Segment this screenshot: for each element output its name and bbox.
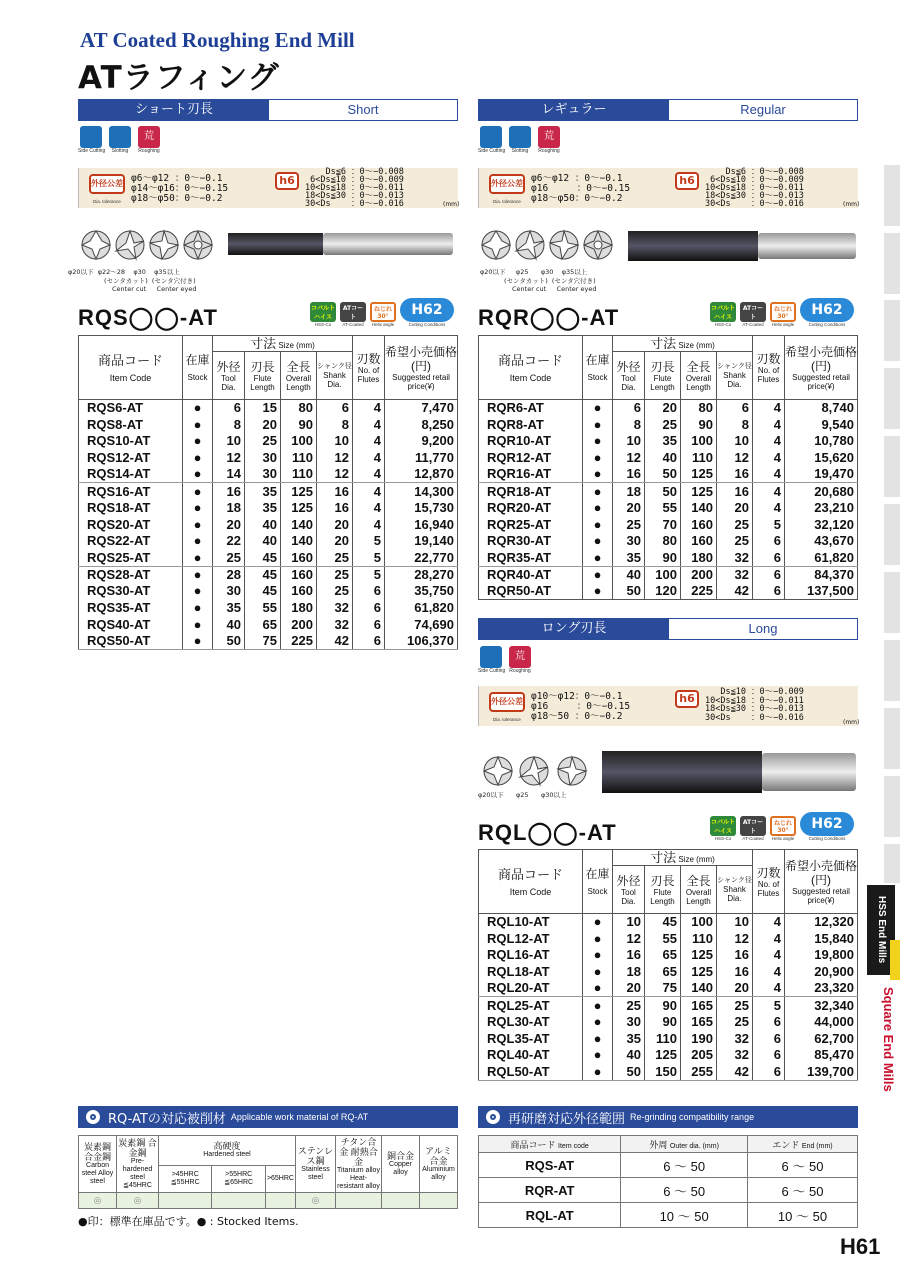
section-en: Long (669, 619, 857, 639)
shank-tolerance: Ds≦6 ：0〜−0.008 6<Ds≦10 ：0〜−0.009 10<Ds≦18 ：0〜−0.011 18<Ds≦30 ：0〜−0.013 30<Ds ：0〜−0.016 (305, 167, 404, 209)
section-jp: ロング刃長 (479, 619, 669, 639)
hss-co-icon: コバルトハイス (710, 816, 736, 836)
material-mark: ◎ (117, 1193, 159, 1209)
table-row: RQS25-AT ● 25 45 160 25 5 22,770 (79, 550, 458, 567)
tolerance-box: 外径公差 Dia. tolerance φ6〜φ12 ：0〜−0.1 φ14〜φ16：0〜−0.15 φ18〜φ50：0〜−0.2 h6 Ds≦6 ：0〜−0.008 6<Ds≦10 ：0〜−0.009 10<Ds≦18 ：0〜−0.011 18<Ds≦30 ：0〜−0.013 30<Ds ：0〜−0.016 (mm) (78, 168, 458, 208)
section-regular-header (478, 99, 858, 121)
table-row: RQR6-AT ● 6 20 80 6 4 8,740 (479, 400, 858, 417)
feature-badges: コバルトハイス HSS-Co ATコート AT-Coated ねじれ30° Helix angle H62 Cutting Conditions (710, 812, 854, 841)
helix-icon: ねじれ30° (770, 302, 796, 322)
material-mark (265, 1193, 295, 1209)
material-mark: ◎ (79, 1193, 117, 1209)
table-row: RQS16-AT ● 16 35 125 16 4 14,300 (79, 483, 458, 500)
table-row: RQR20-AT ● 20 55 140 20 4 23,210 (479, 500, 858, 517)
side-marker (884, 572, 900, 634)
table-row: RQR40-AT ● 40 100 200 32 6 84,370 (479, 566, 858, 583)
regrind-header: 再研磨対応外径範囲 Re-grinding compatibility range (478, 1106, 858, 1128)
table-row: RQS50-AT ● 50 75 225 42 6 106,370 (79, 633, 458, 650)
side-marker (884, 165, 900, 227)
shank-tolerance: Ds≦10 ：0〜−0.009 10<Ds≦18 ：0〜−0.011 18<Ds≦30 ：0〜−0.013 30<Ds ：0〜−0.016 (705, 687, 804, 723)
h6-badge: h6 (275, 172, 299, 190)
material-mark (336, 1193, 382, 1209)
materials-header: RQ-ATの対応被削材 Applicable work material of RQ-AT (78, 1106, 458, 1128)
table-row: RQS30-AT ● 30 45 160 25 6 35,750 (79, 583, 458, 600)
materials-table: 炭素鋼 合金鋼 Carbon steel Alloy steel 炭素鋼 合金鋼 Pre-hardened steel ≦45HRC 高硬度 Hardened steel ステンレス鋼 Stainless steel チタン合金 耐熱合金 Titanium alloy Heat-resistant alloy 銅合金 Copper alloy アルミ合金 Aluminium alloy >45HRC ≦55HRC >55HRC ≦65HRC >65HRC ◎ ◎ ◎ (78, 1135, 458, 1209)
roughing-icon: 荒 (138, 126, 160, 148)
rql-table: 商品コード Item Code 在庫 Stock 寸法 Size (mm) 刃数 No. of Flutes 希望小売価格(円) Suggested retail price(¥) 外径 Tool Dia. 刃長 Flute Length 全長 Overall Length シャンク径 Shank Dia. RQL10-AT ● 10 45 100 10 4 12,320 RQL12-AT ● 12 55 110 12 4 15,840 RQL16-AT ● 16 65 125 16 4 19,800 RQL18-AT ● 18 65 125 16 4 20,900 RQL20-AT ● 20 75 140 20 4 23,320 RQL25-AT ● 25 90 165 25 5 32,340 RQL30-AT ● 30 90 165 25 6 44,000 RQL35-AT ● 35 110 190 32 6 62,700 RQL40-AT ● 40 125 205 32 6 85,470 RQL50-AT ● 50 150 255 42 6 139,700 (478, 849, 858, 1081)
stock-note: ●印：標準在庫品です。● : Stocked Items. (78, 1215, 299, 1228)
hss-co-icon: コバルトハイス (310, 302, 336, 322)
table-row: RQR30-AT ● 30 80 160 25 6 43,670 (479, 533, 858, 550)
table-row: RQR18-AT ● 18 50 125 16 4 20,680 (479, 483, 858, 500)
side-marker (884, 436, 900, 498)
rqr-table: 商品コード Item Code 在庫 Stock 寸法 Size (mm) 刃数 No. of Flutes 希望小売価格(円) Suggested retail price(¥) 外径 Tool Dia. 刃長 Flute Length 全長 Overall Length シャンク径 Shank Dia. RQR6-AT ● 6 20 80 6 4 8,740 RQR8-AT ● 8 25 90 8 4 9,540 RQR10-AT ● 10 35 100 10 4 10,780 RQR12-AT ● 12 40 110 12 4 15,620 RQR16-AT ● 16 50 125 16 4 19,470 RQR18-AT ● 18 50 125 16 4 20,680 RQR20-AT ● 20 55 140 20 4 23,210 RQR25-AT ● 25 70 160 25 5 32,120 RQR30-AT ● 30 80 160 25 6 43,670 RQR35-AT ● 35 90 180 32 6 61,820 RQR40-AT ● 40 100 200 32 6 84,370 RQR50-AT ● 50 120 225 42 6 137,500 (478, 335, 858, 600)
side-cutting-icon (480, 126, 502, 148)
table-row: RQS18-AT ● 18 35 125 16 4 15,730 (79, 500, 458, 517)
section-long-header (478, 618, 858, 640)
application-icons: Side Cutting Slotting 荒 Roughing (78, 126, 162, 154)
roughing-icon: 荒 (538, 126, 560, 148)
table-row: RQS35-AT ● 35 55 180 32 6 61,820 (79, 600, 458, 617)
table-row: RQL30-AT ● 30 90 165 25 6 44,000 (479, 1014, 858, 1031)
table-row: RQS22-AT ● 22 40 140 20 5 19,140 (79, 533, 458, 550)
feature-badges: コバルトハイス HSS-Co ATコート AT-Coated ねじれ30° Helix angle H62 Cutting Conditions (310, 298, 454, 327)
side-marker (884, 776, 900, 838)
tolerance-box: 外径公差 Dia. tolerance φ10〜φ12：0〜−0.1 φ16 ：0〜−0.15 φ18〜50 ：0〜−0.2 h6 Ds≦10 ：0〜−0.009 10<Ds≦18 ：0〜−0.011 18<Ds≦30 ：0〜−0.013 30<Ds ：0〜−0.016 (mm) (478, 686, 858, 726)
at-coated-icon: ATコート (340, 302, 366, 322)
tolerance-box: 外径公差 Dia. tolerance φ6〜φ12 ：0〜−0.1 φ16 ：0〜−0.15 φ18〜φ50：0〜−0.2 h6 Ds≦6 ：0〜−0.008 6<Ds≦10 ：0〜−0.009 10<Ds≦18 ：0〜−0.011 18<Ds≦30 ：0〜−0.013 30<Ds ：0〜−0.016 (mm) (478, 168, 858, 208)
table-row: RQL18-AT ● 18 65 125 16 4 20,900 (479, 964, 858, 981)
slotting-icon (109, 126, 131, 148)
side-marker (884, 504, 900, 566)
table-row: RQR50-AT ● 50 120 225 42 6 137,500 (479, 583, 858, 600)
table-row: RQS40-AT ● 40 65 200 32 6 74,690 (79, 616, 458, 633)
feature-badges: コバルトハイス HSS-Co ATコート AT-Coated ねじれ30° Helix angle H62 Cutting Conditions (710, 298, 854, 327)
side-tab-square: Square End Mills (881, 987, 896, 1092)
title-en: AT Coated Roughing End Mill (80, 28, 355, 52)
table-row: RQL12-AT ● 12 55 110 12 4 15,840 (479, 930, 858, 947)
table-row: RQL16-AT ● 16 65 125 16 4 19,800 (479, 947, 858, 964)
at-coated-icon: ATコート (740, 816, 766, 836)
h62-icon: H62 (400, 298, 454, 322)
table-row: RQR16-AT ● 16 50 125 16 4 19,470 (479, 466, 858, 483)
od-tolerance: φ6〜φ12 ：0〜−0.1 φ16 ：0〜−0.15 φ18〜φ50：0〜−0.2 (531, 173, 631, 204)
side-cutting-icon (480, 646, 502, 668)
table-row: RQL25-AT ● 25 90 165 25 5 32,340 (479, 997, 858, 1014)
od-tolerance: φ6〜φ12 ：0〜−0.1 φ14〜φ16：0〜−0.15 φ18〜φ50：0〜−0.2 (131, 173, 229, 204)
section-short-header (78, 99, 458, 121)
h62-icon: H62 (800, 298, 854, 322)
table-row: RQS20-AT ● 20 40 140 20 4 16,940 (79, 516, 458, 533)
page-number: H61 (840, 1234, 881, 1259)
helix-icon: ねじれ30° (370, 302, 396, 322)
series-rqs: RQS◯◯-AT (78, 305, 218, 330)
table-row: RQR10-AT ● 10 35 100 10 4 10,780 (479, 433, 858, 450)
slotting-icon (509, 126, 531, 148)
table-row: RQL20-AT ● 20 75 140 20 4 23,320 (479, 980, 858, 997)
table-row: RQL10-AT ● 10 45 100 10 4 12,320 (479, 914, 858, 931)
application-icons: Side Cutting Slotting 荒 Roughing (478, 126, 562, 154)
section-en: Short (269, 100, 457, 120)
table-row: RQS10-AT ● 10 25 100 10 4 9,200 (79, 433, 458, 450)
helix-icon: ねじれ30° (770, 816, 796, 836)
section-en: Regular (669, 100, 857, 120)
tolerance-badge: 外径公差 (89, 174, 125, 194)
material-mark (159, 1193, 212, 1209)
od-tolerance: φ10〜φ12：0〜−0.1 φ16 ：0〜−0.15 φ18〜50 ：0〜−0.2 (531, 691, 631, 722)
side-yellow (890, 940, 900, 980)
hss-co-icon: コバルトハイス (710, 302, 736, 322)
regrind-table: 商品コード Item code 外周 Outer dia. (mm) エンド End (mm) RQS-AT 6 〜 50 6 〜 50 RQR-AT 6 〜 50 6 〜 50 RQL-AT 10 〜 50 10 〜 50 (478, 1135, 858, 1228)
table-row: RQR35-AT ● 35 90 180 32 6 61,820 (479, 550, 858, 567)
side-marker (884, 233, 900, 295)
series-rql: RQL◯◯-AT (478, 820, 617, 845)
application-icons: Side Cutting 荒 Roughing (478, 646, 533, 674)
table-row: RQS28-AT ● 28 45 160 25 5 28,270 (79, 566, 458, 583)
material-mark (420, 1193, 458, 1209)
roughing-icon: 荒 (509, 646, 531, 668)
side-marker (884, 640, 900, 702)
section-jp: ショート刃長 (79, 100, 269, 120)
table-row: RQR12-AT ● 12 40 110 12 4 15,620 (479, 450, 858, 467)
side-tab-hss[interactable]: HSS End Mills (867, 885, 895, 975)
table-row: RQS12-AT ● 12 30 110 12 4 11,770 (79, 450, 458, 467)
shank-tolerance: Ds≦6 ：0〜−0.008 6<Ds≦10 ：0〜−0.009 10<Ds≦18 ：0〜−0.011 18<Ds≦30 ：0〜−0.013 30<Ds ：0〜−0.016 (705, 167, 804, 209)
table-row: RQS6-AT ● 6 15 80 6 4 7,470 (79, 400, 458, 417)
table-row: RQL50-AT ● 50 150 255 42 6 139,700 (479, 1064, 858, 1081)
side-cutting-icon (80, 126, 102, 148)
material-mark (382, 1193, 420, 1209)
table-row: RQL35-AT ● 35 110 190 32 6 62,700 (479, 1030, 858, 1047)
side-marker (884, 844, 900, 884)
title-jp: ATラフィング (78, 60, 280, 96)
side-marker (884, 708, 900, 770)
table-row: RQR8-AT ● 8 25 90 8 4 9,540 (479, 416, 858, 433)
table-row: RQS14-AT ● 14 30 110 12 4 12,870 (79, 466, 458, 483)
table-row: RQL40-AT ● 40 125 205 32 6 85,470 (479, 1047, 858, 1064)
series-rqr: RQR◯◯-AT (478, 305, 620, 330)
rqs-table: 商品コード Item Code 在庫 Stock 寸法 Size (mm) 刃数 No. of Flutes 希望小売価格(円) Suggested retail price(¥) 外径 Tool Dia. 刃長 Flute Length 全長 Overall Length シャンク径 Shank Dia. RQS6-AT ● 6 15 80 6 4 7,470 RQS8-AT ● 8 20 90 8 4 8,250 RQS10-AT ● 10 25 100 10 4 9,200 RQS12-AT ● 12 30 110 12 4 11,770 RQS14-AT ● 14 30 110 12 4 12,870 RQS16-AT ● 16 35 125 16 4 14,300 RQS18-AT ● 18 35 125 16 4 15,730 RQS20-AT ● 20 40 140 20 4 16,940 RQS22-AT ● 22 40 140 20 5 19,140 RQS25-AT ● 25 45 160 25 5 22,770 RQS28-AT ● 28 45 160 25 5 28,270 RQS30-AT ● 30 45 160 25 6 35,750 RQS35-AT ● 35 55 180 32 6 61,820 RQS40-AT ● 40 65 200 32 6 74,690 RQS50-AT ● 50 75 225 42 6 106,370 (78, 335, 458, 650)
material-mark (212, 1193, 265, 1209)
section-jp: レギュラー (479, 100, 669, 120)
table-row: RQR25-AT ● 25 70 160 25 5 32,120 (479, 516, 858, 533)
side-marker (884, 300, 900, 362)
side-marker (884, 368, 900, 430)
table-row: RQS8-AT ● 8 20 90 8 4 8,250 (79, 416, 458, 433)
at-coated-icon: ATコート (740, 302, 766, 322)
material-mark: ◎ (296, 1193, 336, 1209)
h62-icon: H62 (800, 812, 854, 836)
